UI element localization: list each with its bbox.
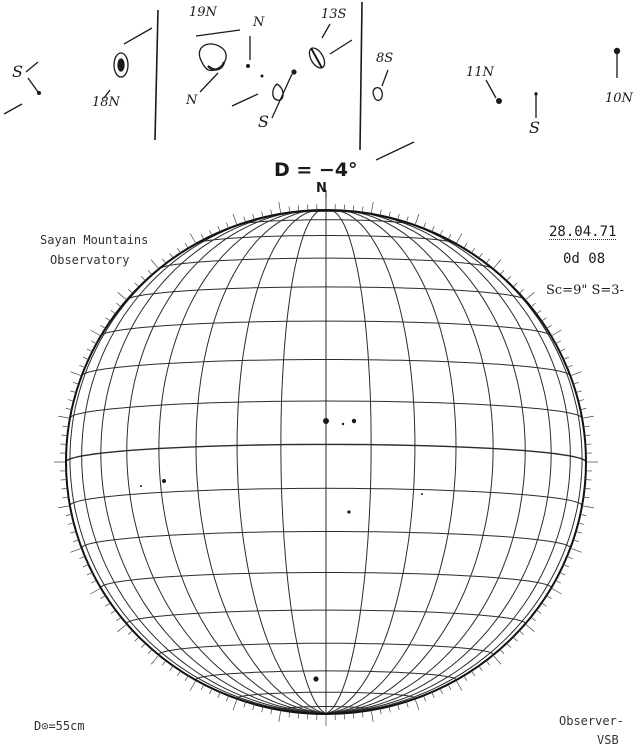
limb-tick [244, 217, 246, 223]
sunspot-mark [140, 485, 142, 487]
label-18n: 18N [92, 95, 120, 110]
limb-tick [201, 685, 204, 690]
limb-tick [507, 643, 511, 647]
limb-tick [253, 214, 255, 220]
limb-tick [423, 223, 425, 229]
limb-tick [201, 234, 204, 239]
limb-tick [556, 580, 561, 583]
limb-tick [440, 230, 443, 235]
limb-tick [148, 649, 152, 653]
limb-tick [116, 303, 121, 307]
meridian-line [82, 211, 326, 714]
sunspot-mark [313, 676, 318, 681]
limb-tick [105, 318, 110, 321]
limb-tick [73, 540, 79, 542]
north-marker: N [316, 181, 327, 196]
limb-tick [70, 531, 76, 533]
limb-tick [128, 289, 132, 293]
limb-tick [576, 391, 582, 393]
limb-tick [118, 292, 127, 300]
observation-date: 28.04.71 [549, 224, 617, 240]
label-8s: 8S [376, 51, 394, 66]
limb-tick [423, 696, 425, 702]
limb-tick [170, 253, 174, 258]
limb-tick [141, 643, 145, 647]
limb-tick [209, 688, 212, 693]
limb-tick [83, 564, 88, 566]
meridian-line [326, 210, 415, 713]
meridian-line [326, 210, 371, 713]
label-s-mid: S [258, 112, 269, 131]
limb-tick [486, 661, 490, 666]
limb-tick [573, 382, 579, 384]
limb-tick [536, 610, 541, 614]
limb-tick [582, 506, 594, 508]
limb-tick [233, 699, 237, 710]
limb-tick [185, 243, 188, 248]
limb-tick [570, 372, 581, 376]
label-n-upper: N [253, 15, 265, 30]
limb-tick [371, 202, 373, 214]
limb-tick [519, 631, 523, 635]
limb-tick [190, 680, 196, 690]
limb-tick [218, 226, 220, 231]
limb-tick [560, 349, 565, 352]
limb-tick [218, 692, 220, 697]
limb-tick [546, 596, 551, 599]
limb-tick [100, 596, 105, 599]
limb-tick [116, 617, 121, 621]
limb-tick [500, 270, 504, 274]
meridian-line [237, 210, 326, 713]
sunspot-mark [421, 493, 423, 495]
observatory-line2: Observatory [50, 253, 130, 267]
limb-tick [493, 260, 501, 269]
limb-tick [464, 243, 467, 248]
limb-tick [253, 704, 255, 710]
limb-tick [560, 572, 565, 575]
limb-tick [279, 202, 281, 214]
tilt-label: D = −4° [274, 159, 358, 181]
limb-tick [87, 572, 92, 575]
limb-tick [70, 372, 81, 376]
limb-tick [70, 548, 81, 552]
limb-tick [564, 357, 569, 359]
limb-tick [471, 671, 474, 676]
meridian-line [326, 211, 582, 714]
limb-tick [111, 310, 116, 314]
seeing-quality: Sc=9" S=3- [546, 283, 624, 298]
limb-tick [582, 416, 594, 418]
limb-tick [415, 214, 419, 225]
limb-tick [525, 292, 534, 300]
sunspot-mark [352, 419, 356, 423]
limb-tick [73, 382, 79, 384]
limb-tick [398, 704, 400, 710]
limb-tick [507, 276, 511, 280]
limb-tick [100, 325, 105, 328]
limb-tick [432, 226, 434, 231]
label-n-lower: N [186, 93, 198, 108]
limb-tick [170, 666, 174, 671]
limb-tick [567, 365, 573, 367]
limb-tick [415, 699, 419, 710]
limb-tick [111, 610, 116, 614]
limb-tick [464, 676, 467, 681]
limb-tick [448, 685, 451, 690]
disc-diameter: D⊙=55cm [34, 719, 85, 733]
limb-tick [542, 603, 547, 606]
label-19n: 19N [189, 5, 217, 20]
limb-tick [493, 655, 501, 664]
limb-tick [148, 270, 152, 274]
meridian-line [326, 210, 493, 713]
limb-tick [564, 564, 569, 566]
limb-tick [406, 217, 408, 223]
limb-tick [440, 688, 443, 693]
limb-tick [456, 233, 462, 243]
observatory-line1: Sayan Mountains [40, 233, 149, 247]
limb-tick [279, 710, 281, 722]
limb-tick [519, 289, 523, 293]
sunspot-mark [162, 479, 166, 483]
observation-time: 0d 08 [563, 251, 606, 267]
label-11n: 11N [466, 65, 494, 80]
limb-tick [556, 341, 561, 344]
observer-label: Observer- [559, 714, 625, 728]
limb-tick [233, 214, 237, 225]
meridian-line [70, 211, 326, 714]
limb-tick [576, 531, 582, 533]
limb-tick [135, 637, 139, 641]
limb-tick [531, 303, 536, 307]
limb-tick [185, 676, 188, 681]
limb-tick [573, 540, 579, 542]
limb-tick [525, 624, 534, 632]
meridian-line [196, 210, 326, 713]
limb-tick [536, 310, 541, 314]
limb-tick [531, 617, 536, 621]
limb-tick [91, 580, 96, 583]
limb-tick [479, 666, 483, 671]
limb-tick [190, 233, 196, 243]
limb-tick [151, 260, 159, 269]
limb-tick [371, 710, 373, 722]
limb-tick [500, 649, 504, 653]
limb-tick [87, 349, 92, 352]
limb-tick [162, 259, 166, 264]
limb-tick [118, 624, 127, 632]
limb-tick [79, 365, 85, 367]
limb-tick [177, 248, 180, 253]
limb-tick [551, 330, 561, 336]
limb-tick [58, 506, 70, 508]
limb-tick [448, 234, 451, 239]
limb-tick [244, 702, 246, 708]
meridian-line [326, 211, 570, 714]
limb-tick [432, 692, 434, 697]
limb-tick [567, 556, 573, 558]
limb-tick [471, 248, 474, 253]
meridian-line [159, 210, 326, 713]
observer-name: VSB [597, 733, 619, 747]
limb-tick [226, 223, 228, 229]
label-10n: 10N [605, 91, 633, 106]
limb-tick [105, 603, 110, 606]
limb-tick [406, 702, 408, 708]
limb-tick [546, 325, 551, 328]
meridian-line [281, 210, 326, 713]
limb-tick [58, 416, 70, 418]
sunspot-mark [342, 423, 344, 425]
limb-tick [135, 283, 139, 287]
limb-tick [151, 655, 159, 664]
limb-tick [479, 253, 483, 258]
limb-tick [162, 661, 166, 666]
limb-tick [398, 214, 400, 220]
limb-tick [513, 637, 517, 641]
limb-tick [141, 276, 145, 280]
limb-tick [90, 588, 100, 594]
sunspot-mark [323, 418, 329, 424]
limb-tick [70, 391, 76, 393]
limb-tick [456, 680, 462, 690]
limb-tick [209, 230, 212, 235]
limb-tick [91, 341, 96, 344]
limb-tick [177, 671, 180, 676]
limb-tick [570, 548, 581, 552]
limb-tick [128, 631, 132, 635]
label-s-left: S [12, 62, 23, 81]
label-13s: 13S [321, 7, 347, 22]
label-s-right: S [529, 118, 540, 137]
sunspot-mark [347, 510, 350, 513]
meridian-line [326, 210, 456, 713]
limb-tick [513, 283, 517, 287]
limb-tick [551, 588, 561, 594]
limb-tick [226, 696, 228, 702]
limb-tick [79, 556, 85, 558]
limb-tick [542, 318, 547, 321]
limb-tick [83, 357, 88, 359]
limb-tick [90, 330, 100, 336]
limb-tick [486, 259, 490, 264]
